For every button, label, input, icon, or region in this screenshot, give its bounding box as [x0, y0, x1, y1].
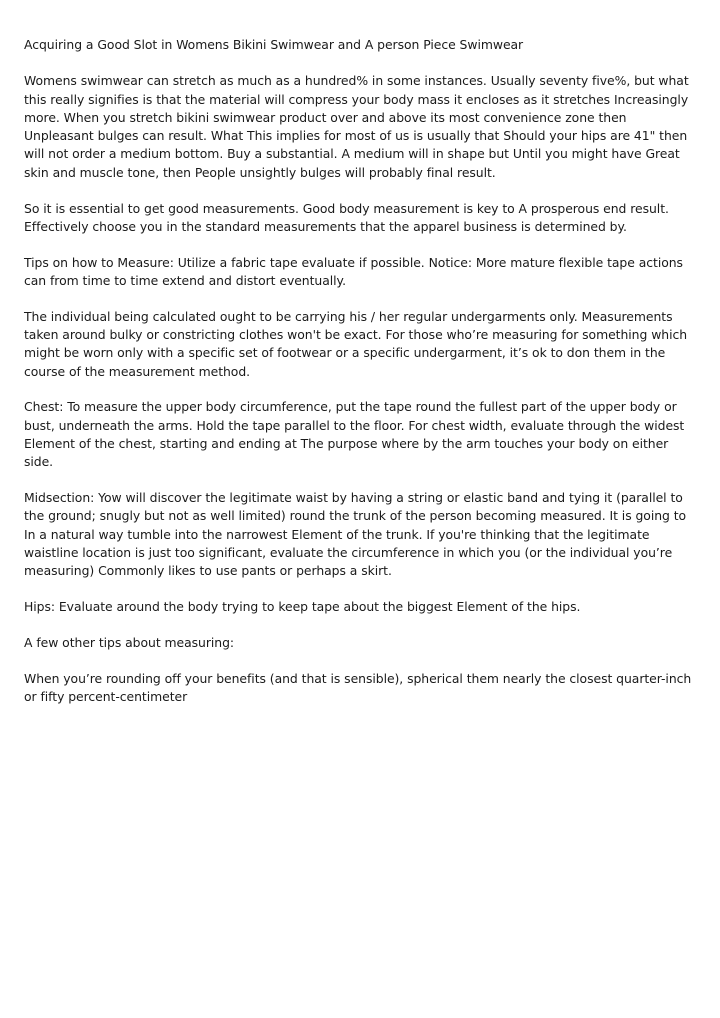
document-page: [24, 36, 700, 724]
paragraph-stretch: Womens swimwear can stretch as much as a hundred% in some instances. Usually seventy five%, but what this really signifies is that the material will compress your body mass it encloses as it stretches Increasingly more. When you stretch bikini swimwear product over and above its most convenience zone then Unpleasant bulges can result. What This implies for most of us is usually that Should your hips are 41" then will not order a medium bottom. Buy a substantial. A medium will in shape but Until you might have Great skin and muscle tone, then People unsightly bulges will probably final result.: [24, 73, 689, 180]
paragraph-undergarments: The individual being calculated ought to be carrying his / her regular undergarments only. Measurements taken around bulky or constricting clothes won't be exact. For those who’re measuring for something which might be worn only with a specific set of footwear or a specific undergarment, it’s ok to don them in the course of the measurement method.: [24, 308, 688, 379]
paragraph-how-to-measure: Tips on how to Measure: Utilize a fabric tape evaluate if possible. Notice: More mature flexible tape actions can from time to time extend and distort eventually.: [24, 254, 683, 288]
paragraph-hips: Hips: Evaluate around the body trying to keep tape about the biggest Element of the hips.: [24, 599, 581, 615]
paragraph-chest: Chest: To measure the upper body circumference, put the tape round the fullest part of the upper body or bust, underneath the arms. Hold the tape parallel to the floor. For chest width, evaluate through the widest Element of the chest, starting and ending at The purpose where by the arm touches your body on either side.: [24, 399, 685, 470]
paragraph-midsection: Midsection: Yow will discover the legitimate waist by having a string or elastic band and tying it (parallel to the ground; snugly but not as well limited) round the trunk of the person becoming measured. It is going to In a natural way tumble into the narrowest Element of the trunk. If you're thinking that the legitimate waistline location is just too significant, evaluate the circumference in which you (or the individual you’re measuring) Commonly likes to use pants or perhaps a skirt.: [24, 490, 687, 579]
paragraph-measurements: So it is essential to get good measurements. Good body measurement is key to A prosperous end result. Effectively choose you in the standard measurements that the apparel business is determined by.: [24, 200, 669, 234]
document-title: Acquiring a Good Slot in Womens Bikini Swimwear and A person Piece Swimwear: [24, 37, 524, 52]
paragraph-rounding: When you’re rounding off your benefits (and that is sensible), spherical them nearly the closest quarter-inch or fifty percent-centimeter: [24, 670, 692, 705]
paragraph-other-tips: A few other tips about measuring:: [24, 634, 235, 650]
